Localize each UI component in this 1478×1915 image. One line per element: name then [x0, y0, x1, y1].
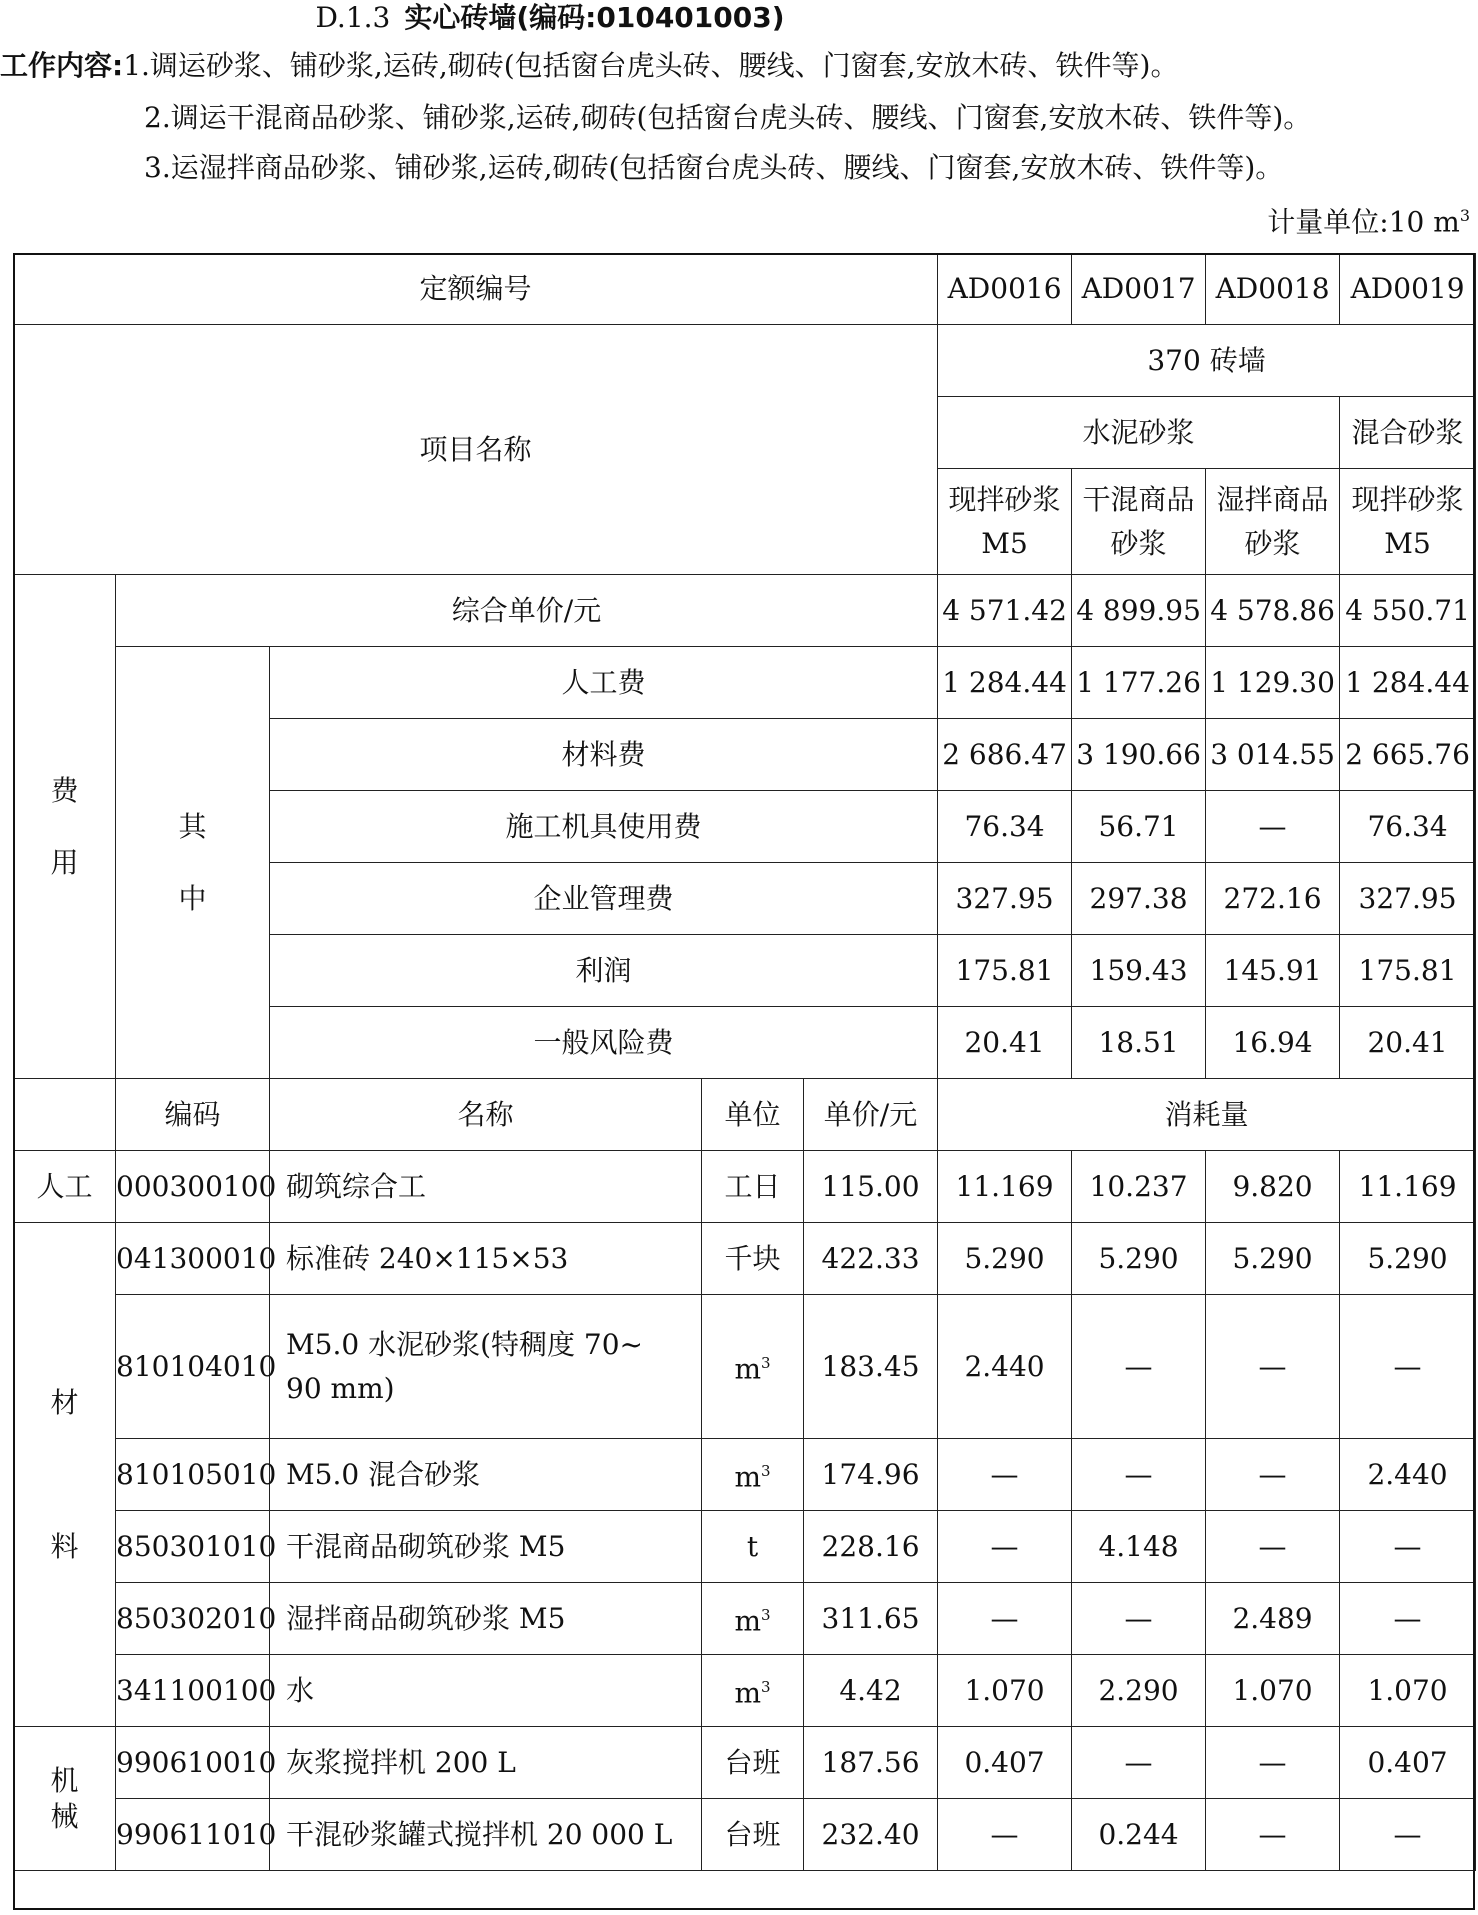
consumption: 5.290 — [938, 1223, 1072, 1295]
consumption: 1.070 — [938, 1655, 1072, 1727]
material-row — [14, 1295, 1476, 1439]
item-name-label: 项目名称 — [14, 325, 938, 575]
col-consumption: 消耗量 — [938, 1079, 1476, 1151]
consumption: 0.244 — [1072, 1799, 1206, 1871]
consumption: 10.237 — [1072, 1151, 1206, 1223]
consumption: — — [938, 1799, 1072, 1871]
consumption: 11.169 — [1340, 1151, 1476, 1223]
item-code: 810105010 — [116, 1439, 270, 1511]
blank-cell — [14, 1079, 116, 1151]
column-header-row — [14, 1079, 1476, 1151]
consumption: — — [1340, 1295, 1476, 1439]
section-code: D.1.3 — [315, 1, 391, 34]
quota-table — [13, 253, 1476, 1871]
item-name: 水 — [270, 1655, 702, 1727]
labor-label: 人工 — [14, 1151, 116, 1223]
fee-value: 327.95 — [938, 863, 1072, 935]
unit-price: 4 899.95 — [1072, 575, 1206, 647]
fee-value: 175.81 — [1340, 935, 1476, 1007]
fee-value: 1 129.30 — [1206, 647, 1340, 719]
work-content-line-3: 3.运湿拌商品砂浆、铺砂浆,运砖,砌砖(包括窗台虎头砖、腰线、门窗套,安放木砖、铁件等)。 — [144, 151, 1284, 184]
work-content-text-1: 1.调运砂浆、铺砂浆,运砖,砌砖(包括窗台虎头砖、腰线、门窗套,安放木砖、铁件等)。 — [123, 49, 1179, 82]
consumption: — — [1072, 1583, 1206, 1655]
material-row — [14, 1583, 1476, 1655]
item-name: 标准砖 240×115×53 — [270, 1223, 702, 1295]
wall-type-row — [14, 325, 1476, 397]
item-price: 4.42 — [804, 1655, 938, 1727]
unit-price: 4 578.86 — [1206, 575, 1340, 647]
col-unit: 单位 — [702, 1079, 804, 1151]
fee-value: 76.34 — [938, 791, 1072, 863]
consumption: 0.407 — [1340, 1727, 1476, 1799]
quota-no: AD0017 — [1072, 254, 1206, 325]
fee-value: 327.95 — [1340, 863, 1476, 935]
work-content-label: 工作内容: — [0, 49, 124, 82]
quota-no: AD0019 — [1340, 254, 1476, 325]
item-price: 232.40 — [804, 1799, 938, 1871]
consumption: 11.169 — [938, 1151, 1072, 1223]
item-price: 187.56 — [804, 1727, 938, 1799]
consumption: — — [1206, 1439, 1340, 1511]
consumption: — — [938, 1583, 1072, 1655]
unit-price: 4 550.71 — [1340, 575, 1476, 647]
quota-no-label: 定额编号 — [14, 254, 938, 325]
consumption: 4.148 — [1072, 1511, 1206, 1583]
consumption: — — [1206, 1295, 1340, 1439]
fee-value: 3 014.55 — [1206, 719, 1340, 791]
sub-type: 现拌砂浆 M5 — [1340, 469, 1476, 575]
fee-value: 297.38 — [1072, 863, 1206, 935]
quota-no-row — [14, 254, 1476, 325]
item-unit: 千块 — [702, 1223, 804, 1295]
fee-name: 材料费 — [270, 719, 938, 791]
item-unit: 工日 — [702, 1151, 804, 1223]
consumption: 5.290 — [1072, 1223, 1206, 1295]
item-price: 183.45 — [804, 1295, 938, 1439]
fee-value: 76.34 — [1340, 791, 1476, 863]
fee-group-label: 费 用 — [14, 575, 116, 1079]
item-code: 341100100 — [116, 1655, 270, 1727]
consumption: 2.290 — [1072, 1655, 1206, 1727]
consumption: 1.070 — [1206, 1655, 1340, 1727]
item-code: 000300100 — [116, 1151, 270, 1223]
machine-row — [14, 1727, 1476, 1799]
sub-type: 现拌砂浆 M5 — [938, 469, 1072, 575]
item-name: 灰浆搅拌机 200 L — [270, 1727, 702, 1799]
fee-value: 2 665.76 — [1340, 719, 1476, 791]
measure-unit-sup: 3 — [1459, 206, 1470, 225]
item-unit: $m^3$ — [702, 1439, 804, 1511]
mortar-mixed: 混合砂浆 — [1340, 397, 1476, 469]
fee-value: 1 284.44 — [1340, 647, 1476, 719]
item-price: 115.00 — [804, 1151, 938, 1223]
fee-value: 145.91 — [1206, 935, 1340, 1007]
item-name: M5.0 水泥砂浆(特稠度 70~ 90 mm) — [270, 1295, 702, 1439]
consumption: — — [1206, 1799, 1340, 1871]
unit-price-label: 综合单价/元 — [116, 575, 938, 647]
consumption: — — [938, 1511, 1072, 1583]
consumption: — — [1340, 1799, 1476, 1871]
sub-type: 干混商品 砂浆 — [1072, 469, 1206, 575]
consumption: 9.820 — [1206, 1151, 1340, 1223]
fee-value: 20.41 — [938, 1007, 1072, 1079]
sub-type: 湿拌商品 砂浆 — [1206, 469, 1340, 575]
consumption: — — [1340, 1511, 1476, 1583]
mortar-cement: 水泥砂浆 — [938, 397, 1340, 469]
measure-unit-text: 计量单位:10 m — [1267, 205, 1460, 239]
item-code: 041300010 — [116, 1223, 270, 1295]
item-unit: 台班 — [702, 1799, 804, 1871]
consumption: 5.290 — [1206, 1223, 1340, 1295]
consumption: — — [1206, 1511, 1340, 1583]
machine-group-label: 机 械 — [14, 1727, 116, 1871]
fee-value: 2 686.47 — [938, 719, 1072, 791]
section-title — [0, 0, 1100, 36]
consumption: — — [1340, 1583, 1476, 1655]
col-price: 单价/元 — [804, 1079, 938, 1151]
fee-value: 18.51 — [1072, 1007, 1206, 1079]
fee-value: 56.71 — [1072, 791, 1206, 863]
consumption: — — [1072, 1295, 1206, 1439]
fee-value: 1 177.26 — [1072, 647, 1206, 719]
consumption: — — [1072, 1727, 1206, 1799]
consumption: 1.070 — [1340, 1655, 1476, 1727]
item-code: 990611010 — [116, 1799, 270, 1871]
item-name: 砌筑综合工 — [270, 1151, 702, 1223]
unit-price-row — [14, 575, 1476, 647]
consumption: — — [938, 1439, 1072, 1511]
labor-row — [14, 1151, 1476, 1223]
item-price: 311.65 — [804, 1583, 938, 1655]
consumption: 2.440 — [1340, 1439, 1476, 1511]
material-group-label: 材 料 — [14, 1223, 116, 1727]
item-name: M5.0 混合砂浆 — [270, 1439, 702, 1511]
consumption: 5.290 — [1340, 1223, 1476, 1295]
work-content-line-2: 2.调运干混商品砂浆、铺砂浆,运砖,砌砖(包括窗台虎头砖、腰线、门窗套,安放木砖、铁件等)。 — [144, 101, 1312, 134]
material-row — [14, 1511, 1476, 1583]
machine-row — [14, 1799, 1476, 1871]
item-price: 174.96 — [804, 1439, 938, 1511]
fee-name: 一般风险费 — [270, 1007, 938, 1079]
col-name: 名称 — [270, 1079, 702, 1151]
work-content-line-1 — [0, 46, 1178, 86]
consumption: — — [1206, 1727, 1340, 1799]
item-unit: $m^3$ — [702, 1655, 804, 1727]
of-which-label: 其 中 — [116, 647, 270, 1079]
material-row — [14, 1655, 1476, 1727]
item-name: 干混商品砌筑砂浆 M5 — [270, 1511, 702, 1583]
item-price: 228.16 — [804, 1511, 938, 1583]
item-name: 湿拌商品砌筑砂浆 M5 — [270, 1583, 702, 1655]
unit-price: 4 571.42 — [938, 575, 1072, 647]
col-code: 编码 — [116, 1079, 270, 1151]
fee-name: 施工机具使用费 — [270, 791, 938, 863]
fee-value: 3 190.66 — [1072, 719, 1206, 791]
fee-value: 20.41 — [1340, 1007, 1476, 1079]
material-row — [14, 1223, 1476, 1295]
wall-type: 370 砖墙 — [938, 325, 1476, 397]
consumption: 0.407 — [938, 1727, 1072, 1799]
item-code: 810104010 — [116, 1295, 270, 1439]
fee-value: — — [1206, 791, 1340, 863]
fee-value: 159.43 — [1072, 935, 1206, 1007]
item-unit: 台班 — [702, 1727, 804, 1799]
consumption: 2.440 — [938, 1295, 1072, 1439]
fee-value: 1 284.44 — [938, 647, 1072, 719]
material-row — [14, 1439, 1476, 1511]
fee-row — [14, 647, 1476, 719]
item-price: 422.33 — [804, 1223, 938, 1295]
quota-no: AD0018 — [1206, 254, 1340, 325]
fee-value: 175.81 — [938, 935, 1072, 1007]
item-name: 干混砂浆罐式搅拌机 20 000 L — [270, 1799, 702, 1871]
fee-name: 人工费 — [270, 647, 938, 719]
quota-no: AD0016 — [938, 254, 1072, 325]
item-code: 850302010 — [116, 1583, 270, 1655]
item-code: 990610010 — [116, 1727, 270, 1799]
item-unit: t — [702, 1511, 804, 1583]
consumption: — — [1072, 1439, 1206, 1511]
fee-value: 272.16 — [1206, 863, 1340, 935]
measure-unit — [1267, 198, 1470, 240]
item-unit: $m^3$ — [702, 1583, 804, 1655]
consumption: 2.489 — [1206, 1583, 1340, 1655]
section-name: 实心砖墙(编码:010401003) — [404, 1, 785, 34]
item-code: 850301010 — [116, 1511, 270, 1583]
item-unit: $m^3$ — [702, 1295, 804, 1439]
fee-name: 利润 — [270, 935, 938, 1007]
fee-name: 企业管理费 — [270, 863, 938, 935]
fee-value: 16.94 — [1206, 1007, 1340, 1079]
